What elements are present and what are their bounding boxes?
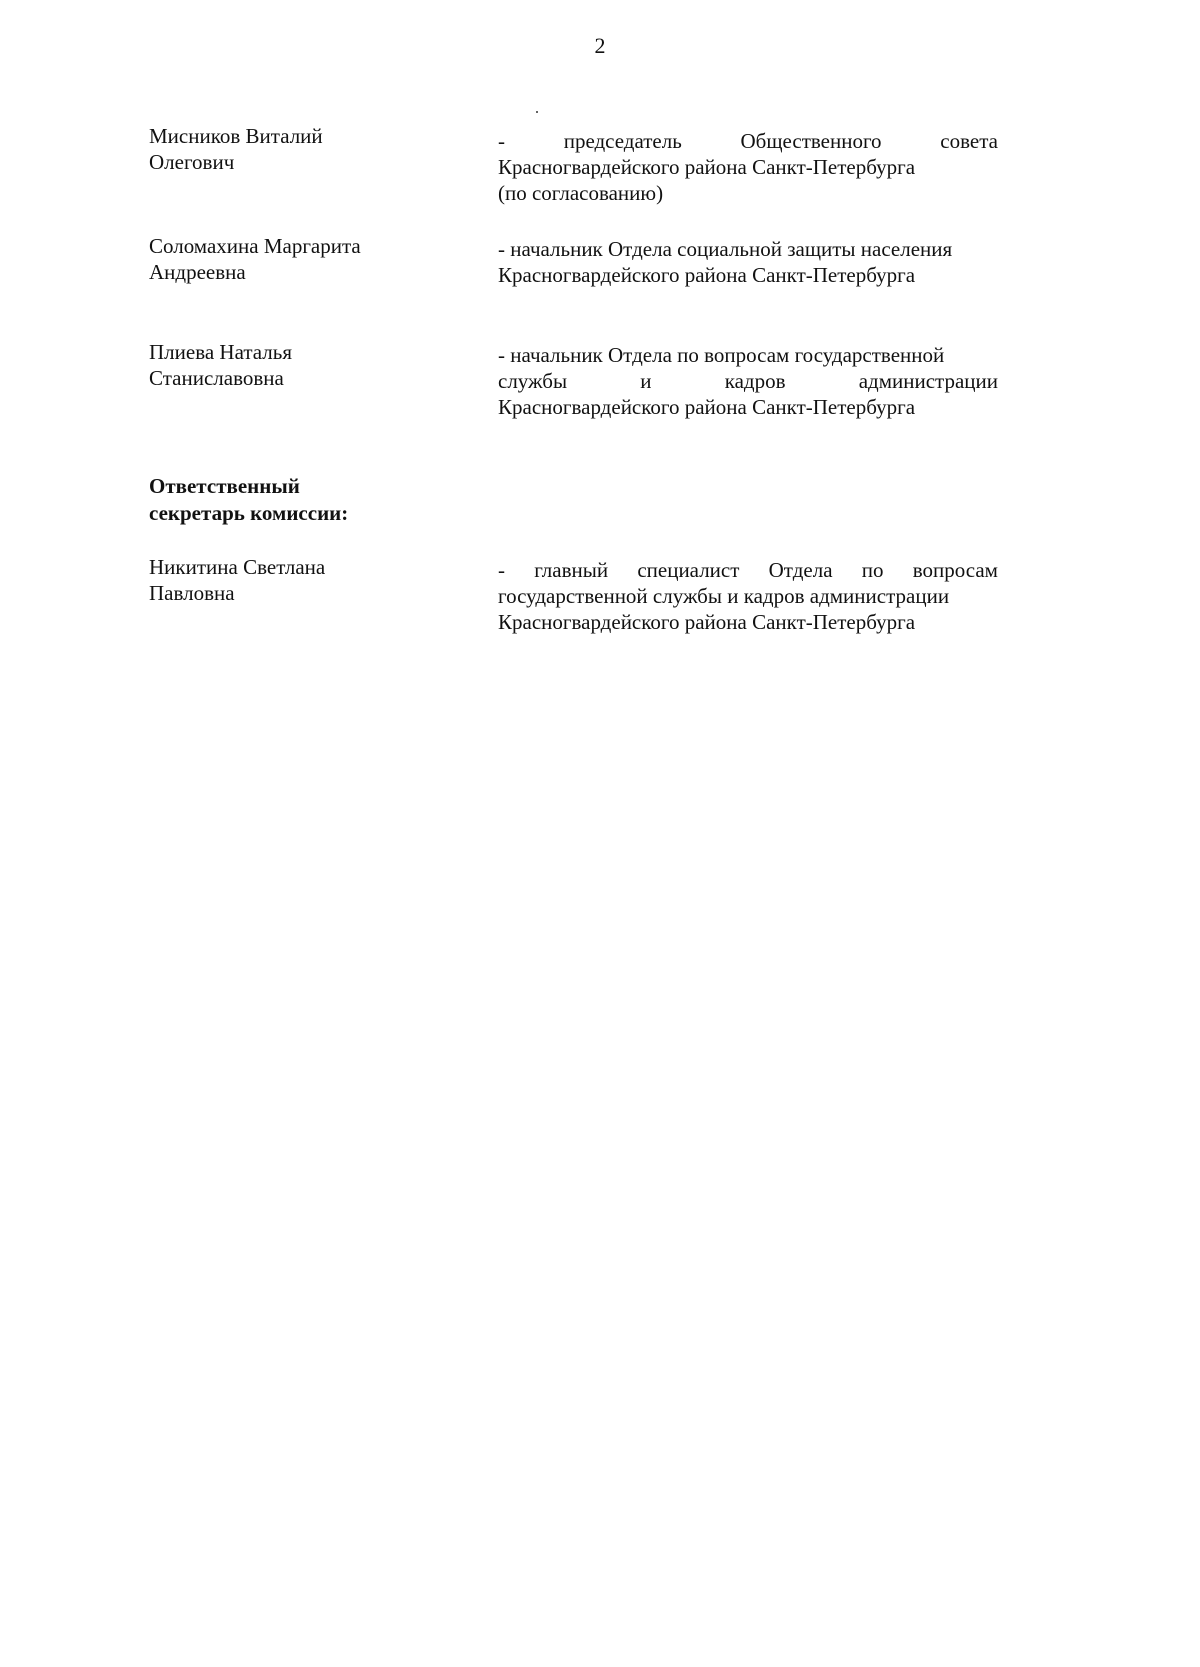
member-role-line: Красногвардейского района Санкт-Петербурга bbox=[498, 263, 916, 287]
role-word: совета bbox=[940, 129, 998, 153]
member-name-line: Олегович bbox=[149, 150, 235, 174]
role-word: администрации bbox=[858, 369, 998, 393]
role-word: председатель bbox=[563, 129, 682, 153]
secretary-name-line: Павловна bbox=[149, 581, 235, 605]
role-word: вопросам bbox=[912, 558, 998, 582]
member-name bbox=[149, 123, 449, 175]
member-role bbox=[498, 342, 998, 420]
member-role-line: Красногвардейского района Санкт-Петербурга bbox=[498, 155, 916, 179]
role-word: службы bbox=[498, 369, 568, 393]
page-number: 2 bbox=[594, 33, 606, 58]
secretary-role bbox=[498, 557, 998, 635]
member-name-line: Соломахина Маргарита bbox=[149, 234, 361, 258]
secretary-role-line: Красногвардейского района Санкт-Петербурга bbox=[498, 610, 916, 634]
member-name bbox=[149, 339, 449, 391]
member-name-line: Плиева Наталья bbox=[149, 340, 293, 364]
secretary-heading bbox=[149, 473, 348, 527]
role-word: специалист bbox=[637, 558, 740, 582]
role-word: - bbox=[498, 558, 505, 582]
secretary-role-line bbox=[498, 557, 998, 583]
member-name-line: Мисников Виталий bbox=[149, 124, 323, 148]
secretary-name-line: Никитина Светлана bbox=[149, 555, 326, 579]
member-role-line bbox=[498, 368, 998, 394]
member-role-line: Красногвардейского района Санкт-Петербурга bbox=[498, 395, 916, 419]
member-role bbox=[498, 236, 998, 288]
role-word: - bbox=[498, 129, 505, 153]
member-name-line: Андреевна bbox=[149, 260, 246, 284]
member-role-line bbox=[498, 128, 998, 154]
role-word: Общественного bbox=[740, 129, 882, 153]
secretary-heading-line: секретарь комиссии: bbox=[149, 501, 349, 525]
role-word: кадров bbox=[724, 369, 786, 393]
member-role-line: (по согласованию) bbox=[498, 181, 664, 205]
member-role-line: - начальник Отдела социальной защиты населения bbox=[498, 237, 953, 261]
secretary-heading-line: Ответственный bbox=[149, 474, 300, 498]
member-name-line: Станиславовна bbox=[149, 366, 284, 390]
role-word: по bbox=[861, 558, 884, 582]
scan-speck bbox=[536, 111, 538, 113]
member-name bbox=[149, 233, 449, 285]
role-word: и bbox=[640, 369, 652, 393]
member-role bbox=[498, 128, 998, 206]
member-role-line: - начальник Отдела по вопросам государственной bbox=[498, 343, 945, 367]
secretary-name bbox=[149, 554, 449, 606]
role-word: главный bbox=[534, 558, 609, 582]
secretary-role-line: государственной службы и кадров администрации bbox=[498, 584, 950, 608]
role-word: Отдела bbox=[768, 558, 833, 582]
